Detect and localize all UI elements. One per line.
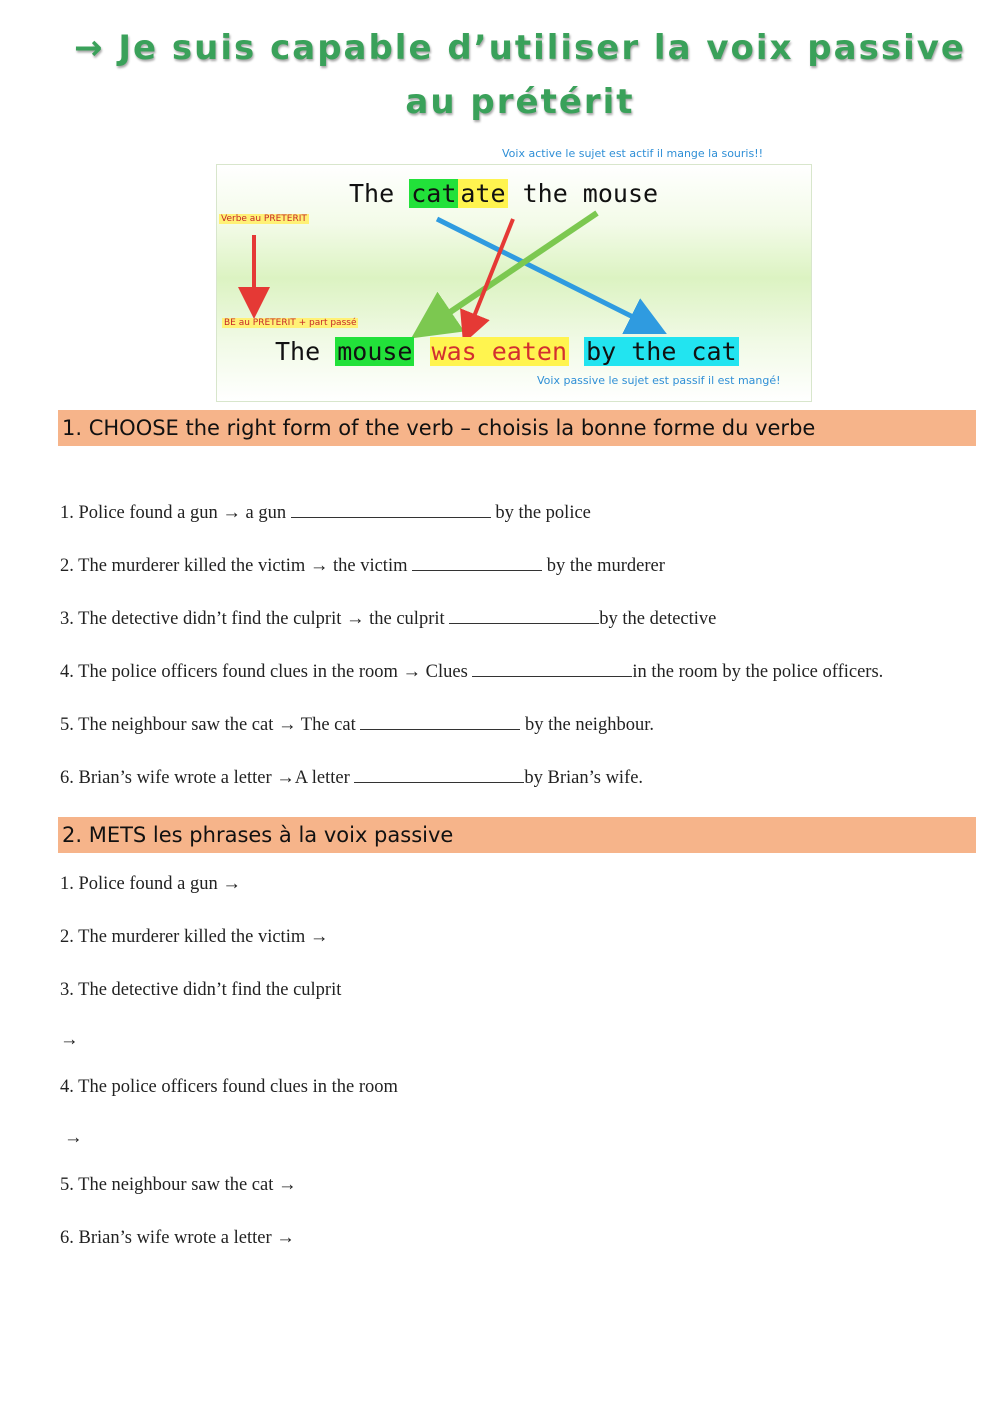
passive-verb-was-eaten: was eaten (431, 337, 568, 366)
item-prompt: 4. The police officers found clues in the room → Clues (60, 662, 468, 682)
page-title-line2: au prétérit (405, 82, 635, 122)
active-sentence (349, 179, 658, 208)
answer-blank[interactable] (354, 766, 524, 783)
exercise2-item4-arrow: → (64, 1128, 83, 1148)
exercise1-item4 (60, 660, 883, 683)
item-suffix: by the murderer (542, 556, 665, 576)
be-preterit-tag: BE au PRETERIT + part passé (224, 318, 357, 328)
passive-voice-note: Voix passive le sujet est passif il est mangé! (537, 374, 781, 387)
item-suffix: by the police (490, 503, 591, 523)
passive-agent-by-the-cat: by the cat (586, 337, 737, 366)
passive-voice-diagram (216, 164, 812, 402)
exercise2-item5: 5. The neighbour saw the cat → (60, 1175, 297, 1195)
exercise1-item6 (60, 766, 643, 789)
active-subject-cat: cat (411, 179, 457, 208)
answer-blank[interactable] (449, 607, 599, 624)
item-suffix: by Brian’s wife. (524, 768, 644, 788)
page-title-line1: → Je suis capable d’utiliser la voix passive (74, 28, 966, 68)
item-suffix: in the room by the police officers. (632, 662, 884, 682)
item-suffix: by the neighbour. (520, 715, 654, 735)
answer-blank[interactable] (360, 713, 520, 730)
item-prompt: 6. Brian’s wife wrote a letter →A letter (60, 768, 350, 788)
exercise2-item1: 1. Police found a gun → (60, 874, 241, 894)
answer-blank[interactable] (412, 554, 542, 571)
item-prompt: 2. The murderer killed the victim → the victim (60, 556, 408, 576)
blue-arrow (437, 219, 649, 325)
exercise2-item2: 2. The murderer killed the victim → (60, 927, 329, 947)
section1-heading: 1. CHOOSE the right form of the verb – choisis la bonne forme du verbe (58, 410, 976, 446)
item-prompt: 3. The detective didn’t find the culprit → the culprit (60, 609, 445, 629)
exercise2-item3-arrow: → (60, 1030, 79, 1050)
passive-the: The (275, 337, 321, 366)
item-prompt: 1. Police found a gun → a gun (60, 503, 287, 523)
exercise2-item6: 6. Brian’s wife wrote a letter → (60, 1228, 295, 1248)
exercise2-item3: 3. The detective didn’t find the culprit (60, 980, 342, 1000)
section2-heading: 2. METS les phrases à la voix passive (58, 817, 976, 853)
verb-preterit-tag: Verbe au PRETERIT (221, 214, 307, 224)
answer-blank[interactable] (291, 501, 491, 518)
exercise1-item5 (60, 713, 654, 736)
exercise1-item3 (60, 607, 716, 630)
item-prompt: 5. The neighbour saw the cat → The cat (60, 715, 356, 735)
item-suffix: by the detective (599, 609, 717, 629)
answer-blank[interactable] (472, 660, 632, 677)
exercise2-item4: 4. The police officers found clues in the room (60, 1077, 398, 1097)
exercise1-item1 (60, 501, 591, 524)
active-voice-note: Voix active le sujet est actif il mange la souris!! (502, 147, 764, 160)
active-object: the mouse (522, 179, 659, 208)
exercise1-item2 (60, 554, 665, 577)
active-verb-ate: ate (460, 179, 506, 208)
passive-sentence (275, 337, 739, 366)
active-the: The (349, 179, 395, 208)
passive-subject-mouse: mouse (337, 337, 413, 366)
